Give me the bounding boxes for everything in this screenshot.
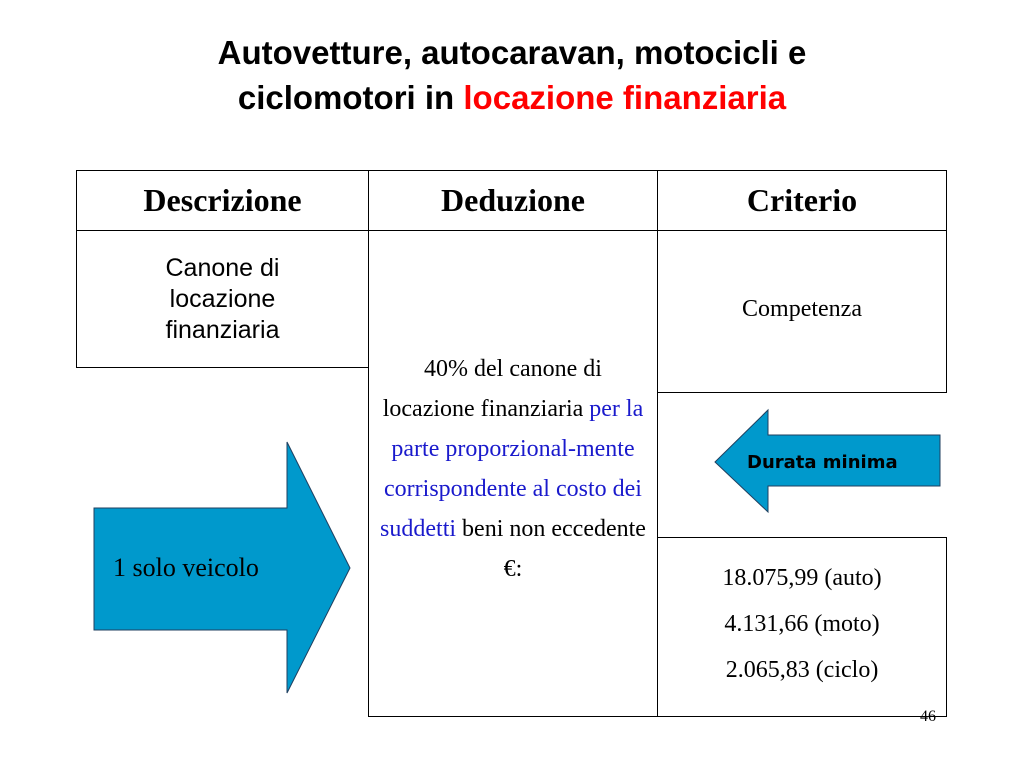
page-number: 46 [920, 708, 936, 725]
limit-ciclo: 2.065,83 (ciclo) [725, 657, 879, 683]
header-criterio: Criterio [657, 170, 947, 231]
limit-moto: 4.131,66 (moto) [724, 611, 880, 637]
title-highlight: locazione finanziaria [463, 79, 787, 116]
title-line-1: Autovetture, autocaravan, motocicli e [217, 34, 807, 71]
header-descrizione: Descrizione [76, 170, 369, 231]
deduzione-part3: beni non eccedente €: [456, 515, 646, 582]
limit-auto: 18.075,99 (auto) [722, 565, 882, 591]
header-deduzione: Deduzione [368, 170, 658, 231]
deduzione-part2: per la parte proporzional-mente corrispondente al costo dei suddetti [380, 395, 644, 542]
left-arrow-label: Durata minima [747, 452, 898, 473]
descrizione-text: Canone di locazione finanziaria [165, 253, 280, 344]
right-arrow-label: 1 solo veicolo [113, 553, 259, 582]
deduzione-part1: 40% del canone di locazione finanziaria [382, 355, 602, 422]
title-line-2-prefix: ciclomotori in [237, 79, 464, 116]
criterio-text: Competenza [742, 296, 862, 322]
